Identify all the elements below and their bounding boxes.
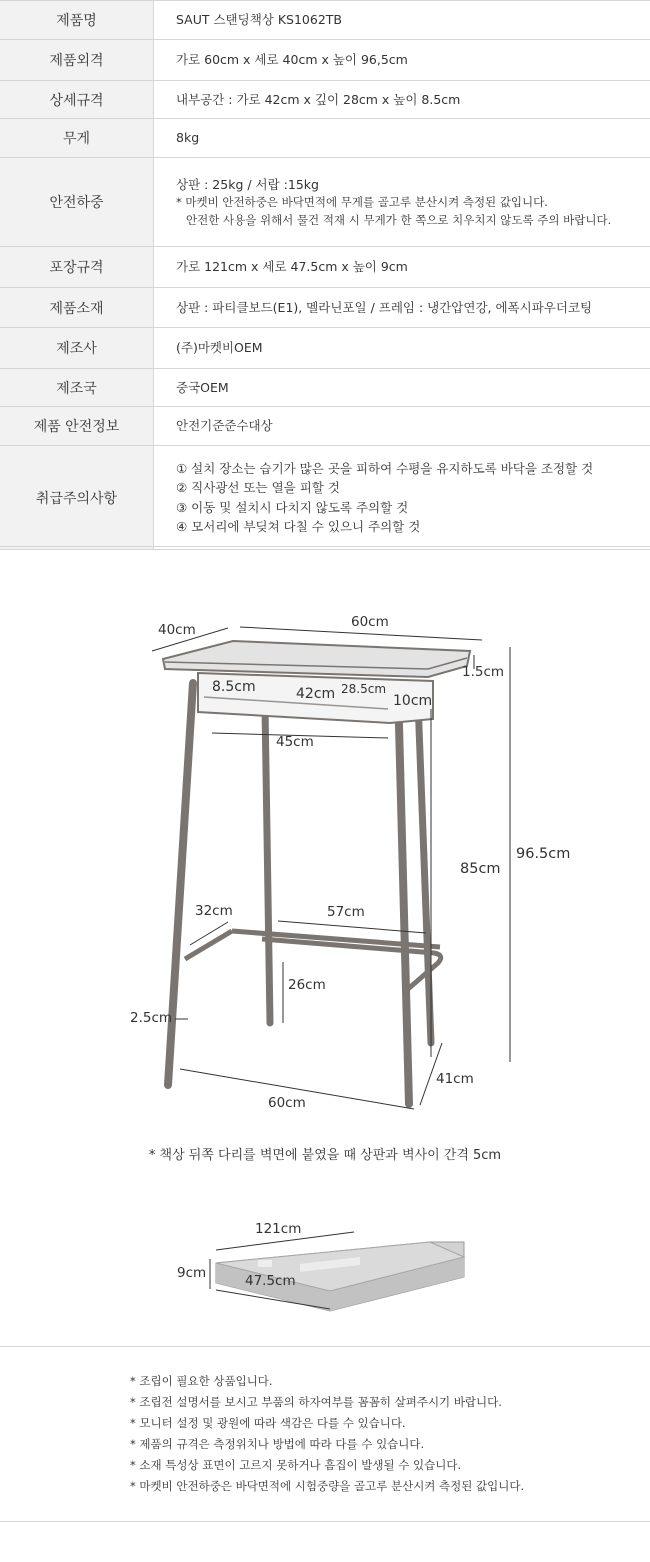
label-leg-height: 85cm (460, 861, 501, 877)
spec-row-weight (0, 119, 650, 158)
desk-top (163, 641, 470, 677)
spec-label: 안전하중 (0, 158, 154, 246)
spec-label: 제조사 (0, 328, 154, 368)
back-left-leg (265, 707, 270, 1023)
spec-row-material (0, 288, 650, 328)
spec-line: ② 직사광선 또는 열을 피할 것 (176, 480, 340, 496)
spec-value: 안전기준준수대상 (176, 418, 273, 434)
label-box-height: 9cm (177, 1265, 207, 1281)
label-bar-depth: 32cm (195, 903, 233, 919)
label-box-length: 121cm (255, 1221, 302, 1237)
spec-value: 내부공간 : 가로 42cm x 깊이 28cm x 높이 8.5cm (176, 91, 461, 107)
spec-line: 상판 : 25kg / 서랍 :15kg (176, 176, 319, 192)
desk-illustration (163, 641, 470, 1104)
spec-line: ③ 이동 및 설치시 다치지 않도록 주의할 것 (176, 499, 409, 515)
spec-row-manufacturer (0, 328, 650, 369)
spec-value: 가로 121cm x 세로 47.5cm x 높이 9cm (176, 259, 408, 275)
spec-value: 중국OEM (176, 379, 229, 395)
spec-value (154, 446, 650, 549)
note-item: * 모니터 설정 및 광원에 따라 색감은 다를 수 있습니다. (130, 1416, 406, 1430)
label-drawer-width: 42cm (296, 686, 336, 702)
back-right-leg (418, 701, 431, 1043)
spec-value: 상판 : 파티클보드(E1), 멜라닌포일 / 프레임 : 냉간압연강, 에폭시파우더코팅 (176, 299, 593, 315)
spec-row-country (0, 369, 650, 407)
spec-value: 8kg (176, 130, 200, 146)
label-base-width: 60cm (268, 1095, 306, 1111)
note-item: * 마켓비 안전하중은 바닥면적에 시험중량을 골고루 분산시켜 측정된 값입니다. (130, 1479, 525, 1493)
box-label (258, 1260, 272, 1267)
spec-label: 취급주의사항 (0, 446, 154, 549)
dim-line-bar-depth (190, 922, 228, 945)
spec-value: 가로 60cm x 세로 40cm x 높이 96,5cm (176, 52, 408, 68)
spec-label: 제조국 (0, 369, 154, 406)
note-item: * 조립이 필요한 상품입니다. (130, 1374, 273, 1388)
notes-list (130, 1371, 524, 1497)
spec-label: 제품외격 (0, 40, 154, 80)
spec-row-safe-load (0, 158, 650, 247)
spec-label: 무게 (0, 119, 154, 157)
spec-row-safety-info (0, 407, 650, 446)
spec-row-detail-size (0, 81, 650, 119)
front-right-leg (398, 687, 409, 1104)
spec-label: 제품 안전정보 (0, 407, 154, 445)
spec-line: * 마켓비 안전하중은 바닥면적에 무게를 골고루 분산시켜 측정된 값입니다. (176, 194, 548, 209)
spec-table (0, 0, 650, 550)
left-foot-bar (185, 931, 232, 959)
dimension-drawing-area (0, 546, 650, 1347)
product-notes (0, 1346, 650, 1522)
spec-value: SAUT 스탠딩책상 KS1062TB (176, 12, 342, 28)
spec-line: ① 설치 장소는 습기가 많은 곳을 피하여 수평을 유지하도록 바닥을 조정할 것 (176, 460, 594, 476)
label-total-height: 96.5cm (516, 846, 571, 862)
spec-row-package-size (0, 247, 650, 288)
spec-line: 안전한 사용을 위해서 물건 적재 시 무게가 한 쪽으로 치우치지 않도록 주의 바랍니다. (186, 212, 612, 227)
label-base-depth: 41cm (436, 1071, 474, 1087)
spec-label: 포장규격 (0, 247, 154, 287)
note-item: * 조립전 설명서를 보시고 부품의 하자여부를 꼼꼼히 살펴주시기 바랍니다. (130, 1395, 502, 1409)
spec-label: 제품명 (0, 1, 154, 39)
label-bar-height: 26cm (288, 977, 326, 993)
spec-row-outer-size (0, 40, 650, 81)
desk-wall-gap-note: * 책상 뒤쪽 다리를 벽면에 붙였을 때 상판과 벽사이 간격 5cm (148, 1148, 502, 1163)
spec-value (154, 158, 650, 246)
spec-value: (주)마켓비OEM (176, 340, 263, 356)
label-drawer-height: 8.5cm (212, 679, 256, 695)
label-foot-size: 2.5cm (130, 1010, 173, 1026)
desk-dimension-diagram (0, 547, 650, 1347)
label-under-drawer: 45cm (276, 734, 314, 750)
spec-row-product-name (0, 0, 650, 40)
label-drawer-side: 10cm (393, 693, 433, 709)
label-drawer-depth: 28.5cm (341, 682, 387, 696)
package-box-illustration (210, 1232, 464, 1311)
label-bar-width: 57cm (327, 904, 365, 920)
spec-label: 상세규격 (0, 81, 154, 118)
note-item: * 제품의 규격은 측정위치나 방법에 따라 다를 수 있습니다. (130, 1437, 425, 1451)
note-item: * 소재 특성상 표면이 고르지 못하거나 흠집이 발생될 수 있습니다. (130, 1458, 462, 1472)
label-box-width: 47.5cm (245, 1273, 296, 1289)
label-depth-top: 40cm (158, 622, 196, 638)
spec-row-caution (0, 446, 650, 550)
label-width-top: 60cm (351, 614, 389, 630)
spec-line: ④ 모서리에 부딪쳐 다칠 수 있으니 주의할 것 (176, 518, 421, 534)
label-top-thickness: 1.5cm (462, 664, 505, 680)
spec-label: 제품소재 (0, 288, 154, 327)
